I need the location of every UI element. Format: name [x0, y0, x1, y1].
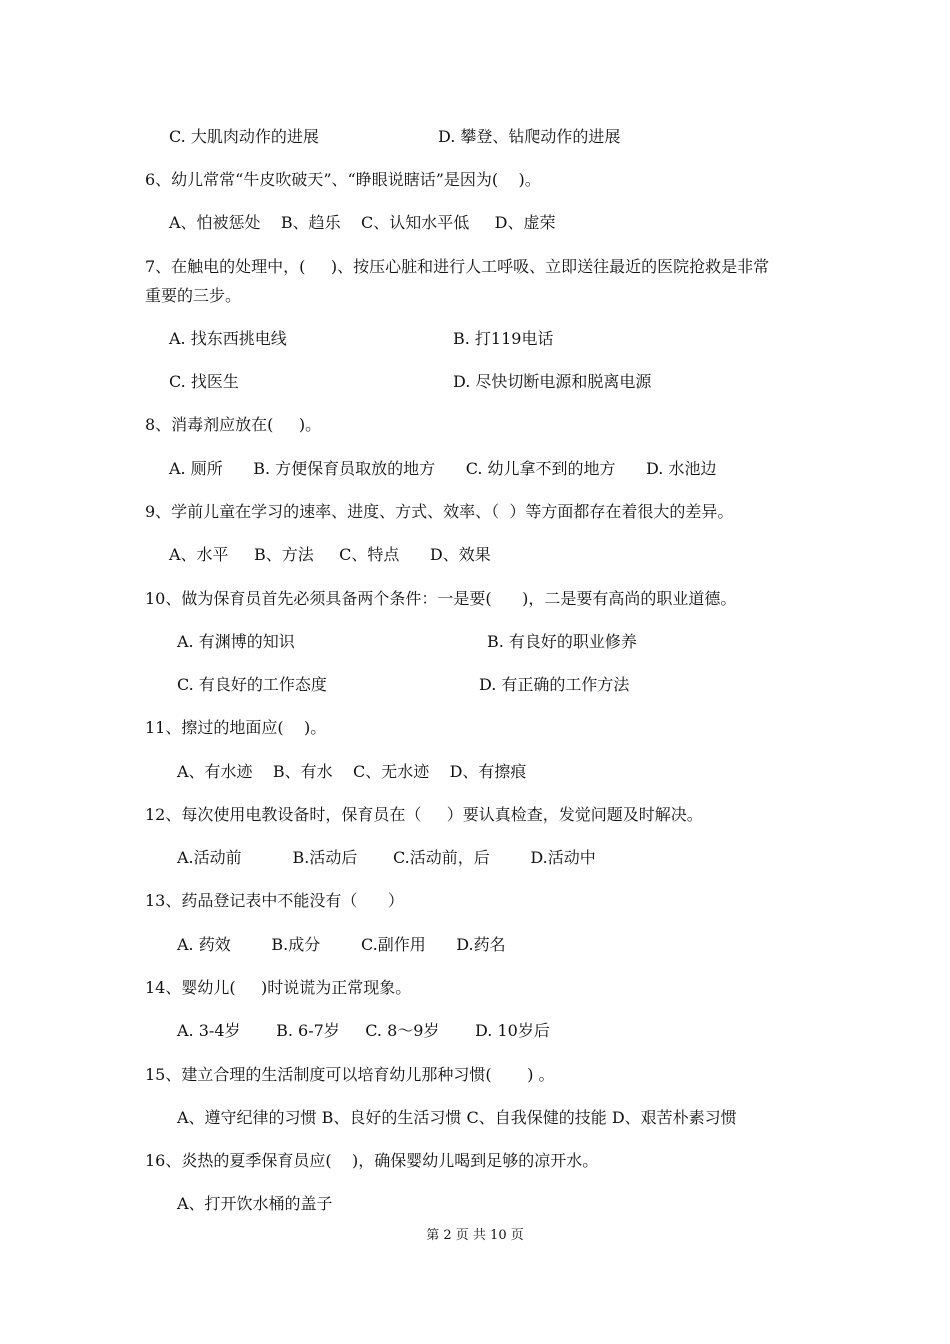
question-10: 10、做为保育员首先必须具备两个条件：一是要( )，二是要有高尚的职业道德。 [145, 589, 737, 608]
page-footer: 第 2 页 共 10 页 [426, 1228, 524, 1243]
question-15: 15、建立合理的生活制度可以培育幼儿那种习惯( ) 。 [145, 1065, 555, 1084]
option-7b: B. 打119电话 [453, 329, 554, 348]
question-11: 11、擦过的地面应( )。 [145, 718, 327, 737]
option-10d: D. 有正确的工作方法 [479, 675, 630, 694]
option-5d: D. 攀登、钻爬动作的进展 [438, 127, 621, 146]
question-9: 9、学前儿童在学习的速率、进度、方式、效率、（ ）等方面都存在着很大的差异。 [145, 502, 734, 521]
option-5c: C. 大肌肉动作的进展 [169, 127, 319, 146]
options-13: A. 药效 B.成分 C.副作用 D.药名 [177, 935, 506, 954]
question-6: 6、幼儿常常“牛皮吹破天”、“睁眼说瞎话”是因为( )。 [145, 170, 541, 189]
options-9: A、水平 B、方法 C、特点 D、效果 [169, 545, 491, 564]
options-8: A. 厕所 B. 方便保育员取放的地方 C. 幼儿拿不到的地方 D. 水池边 [169, 459, 717, 478]
option-10a: A. 有渊博的知识 [177, 632, 295, 651]
question-8: 8、消毒剂应放在( )。 [145, 415, 322, 434]
options-11: A、有水迹 B、有水 C、无水迹 D、有擦痕 [177, 762, 527, 781]
question-12: 12、每次使用电教设备时，保育员在（ ）要认真检查，发觉问题及时解决。 [145, 805, 703, 824]
option-7a: A. 找东西挑电线 [169, 329, 287, 348]
options-12: A.活动前 B.活动后 C.活动前，后 D.活动中 [177, 848, 596, 867]
option-7d: D. 尽快切断电源和脱离电源 [453, 372, 652, 391]
options-6: A、怕被惩处 B、趋乐 C、认知水平低 D、虚荣 [169, 213, 556, 232]
options-15: A、遵守纪律的习惯 B、良好的生活习惯 C、自我保健的技能 D、艰苦朴素习惯 [177, 1108, 737, 1127]
question-7-line1: 7、在触电的处理中，( )、按压心脏和进行人工呼吸、立即送往最近的医院抢救是非常 [145, 257, 770, 276]
option-16a: A、打开饮水桶的盖子 [177, 1194, 333, 1213]
question-13: 13、药品登记表中不能没有（ ） [145, 891, 404, 910]
option-10c: C. 有良好的工作态度 [177, 675, 327, 694]
question-14: 14、婴幼儿( )时说谎为正常现象。 [145, 978, 412, 997]
option-10b: B. 有良好的职业修养 [487, 632, 637, 651]
options-14: A. 3-4岁 B. 6-7岁 C. 8～9岁 D. 10岁后 [177, 1021, 550, 1040]
question-7-line2: 重要的三步。 [145, 286, 242, 305]
question-16: 16、炎热的夏季保育员应( )，确保婴幼儿喝到足够的凉开水。 [145, 1151, 599, 1170]
option-7c: C. 找医生 [169, 372, 239, 391]
